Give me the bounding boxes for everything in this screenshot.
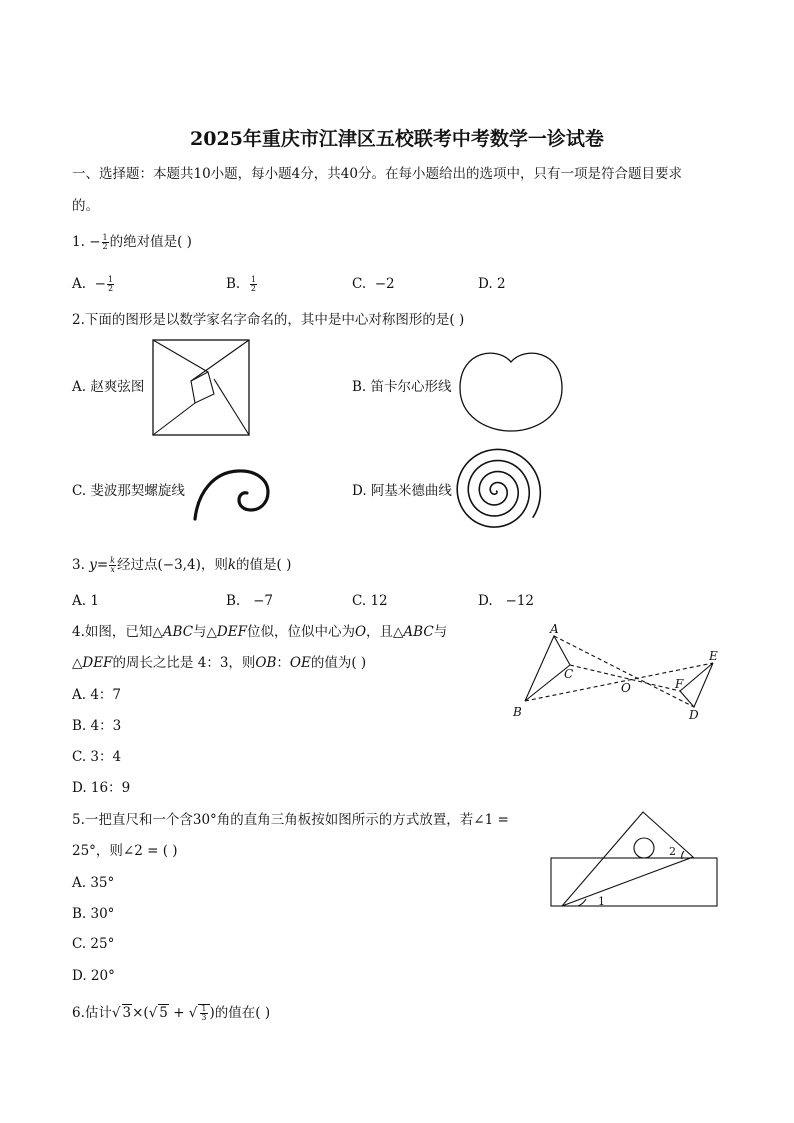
q2-option-a-label: A. 赵爽弦图 <box>72 379 145 395</box>
q1-option-d: D. 2 <box>478 276 506 292</box>
label-f: F <box>675 677 684 691</box>
q1-option-c: C. −2 <box>352 276 395 292</box>
label-d: D <box>689 708 699 722</box>
homothety-figure <box>508 624 728 724</box>
section-instructions-line1: 一、选择题：本题共10小题，每小题4分，共40分。在每小题给出的选项中，只有一项是符合题目要求 <box>72 166 682 182</box>
page-title: 2025年重庆市江津区五校联考中考数学一诊试卷 <box>190 128 604 150</box>
q5-option-a: A. 35° <box>72 875 115 891</box>
question-4-stem-line2: △DEF的周长之比是 4：3，则OB：OE的值为( ) <box>72 655 367 671</box>
question-2-stem: 2.下面的图形是以数学家名字命名的，其中是中心对称图形的是( ) <box>72 312 465 328</box>
q2-option-b-label: B. 笛卡尔心形线 <box>352 379 452 395</box>
question-1-stem: 1. − $\frac{1}{2}$ 的绝对值是( ) <box>72 233 192 251</box>
q1-option-b: B. $\frac{1}{2}$ <box>226 275 256 293</box>
q4-option-a: A. 4：7 <box>72 687 122 703</box>
label-c: C <box>564 667 574 681</box>
question-6-stem: 6.估计√ 3×(√ 5 + √ $\frac{1}{3}$ )的值在( ) <box>72 1004 271 1022</box>
fraction: $\frac{1}{2}$ <box>102 233 108 251</box>
question-5-stem-line1: 5.一把直尺和一个含30°角的直角三角板按如图所示的方式放置，若∠1 = <box>72 812 509 828</box>
angle-1-label: 1 <box>598 895 605 908</box>
q5-option-d: D. 20° <box>72 968 115 984</box>
q3-option-a: A. 1 <box>72 593 99 609</box>
angle-2-label: 2 <box>669 845 676 858</box>
label-e: E <box>709 649 718 663</box>
q3-option-c: C. 12 <box>352 593 388 609</box>
q4-option-d: D. 16：9 <box>72 780 131 796</box>
q3-option-d: D. −12 <box>478 593 535 609</box>
cardioid-figure <box>458 350 564 432</box>
question-5-stem-line2: 25°，则∠2 = ( ) <box>72 843 178 859</box>
q5-option-c: C. 25° <box>72 936 115 952</box>
ruler-triangle-figure <box>548 808 720 910</box>
section-instructions-line2: 的。 <box>72 198 99 214</box>
fibonacci-spiral-figure <box>192 462 272 522</box>
q3-option-b: B. −7 <box>226 593 273 609</box>
label-b: B <box>513 705 522 719</box>
q2-option-d-label: D. 阿基米德曲线 <box>352 483 452 499</box>
q4-option-c: C. 3：4 <box>72 749 122 765</box>
question-4-stem-line1: 4.如图，已知△ABC与△DEF位似，位似中心为O，且△ABC与 <box>72 624 448 640</box>
q5-option-b: B. 30° <box>72 906 115 922</box>
label-a: A <box>550 622 559 636</box>
zhao-shuang-figure <box>152 339 250 436</box>
label-o: O <box>621 681 631 695</box>
archimedean-spiral-figure <box>458 454 538 534</box>
question-3-stem: 3. y= $\frac{k}{x}$ 经过点(−3,4)，则k的值是( ) <box>72 556 292 574</box>
q1-option-a: A. − $\frac{1}{2}$ <box>72 275 114 293</box>
q2-option-c-label: C. 斐波那契螺旋线 <box>72 483 185 499</box>
q4-option-b: B. 4：3 <box>72 718 122 734</box>
